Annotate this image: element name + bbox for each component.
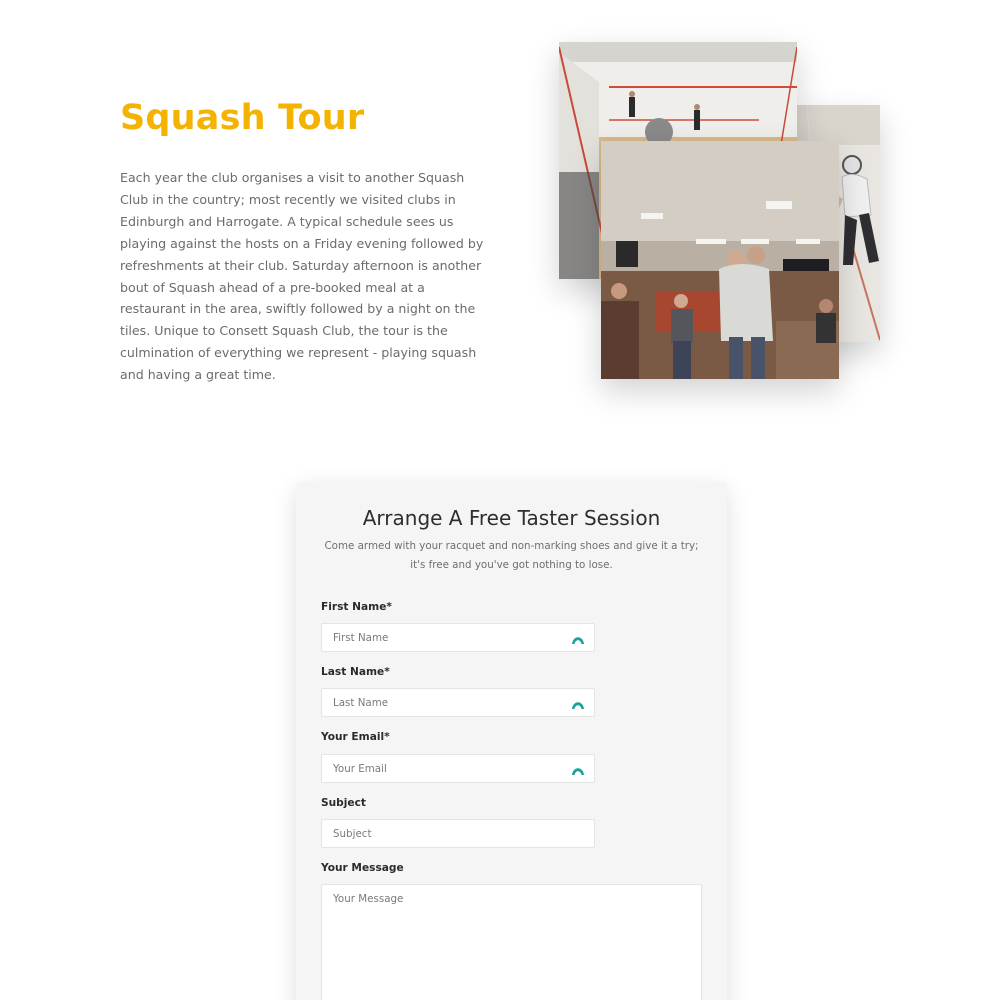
subject-input[interactable] xyxy=(322,820,594,847)
form-subtitle: Come armed with your racquet and non-marking shoes and give it a try; it's free and you've got nothing to lose. xyxy=(324,540,699,571)
subject-field-wrapper xyxy=(321,819,595,848)
tour-title: Squash Tour xyxy=(120,98,365,138)
email-input[interactable] xyxy=(322,755,594,782)
tour-description: Each year the club organises a visit to another Squash Club in the country; most recently we visited clubs in Edinburgh and Harrogate. A typical schedule sees us playing against the hosts on a Friday evening followed by refreshments at their club. Saturday afternoon is another bout of Squash ahead of a pre-booked meal at a restaurant in the area, swiftly followed by a night on the tiles. Unique to Consett Squash Club, the tour is the culmination of everything we represent - playing squash and having a great time. xyxy=(120,170,484,383)
last-name-field-wrapper xyxy=(321,688,595,717)
first-name-field-wrapper xyxy=(321,623,595,652)
last-name-label: Last Name* xyxy=(321,666,390,678)
message-textarea[interactable] xyxy=(322,885,701,1000)
first-name-input[interactable] xyxy=(322,624,594,651)
subject-label: Subject xyxy=(321,797,366,809)
message-label: Your Message xyxy=(321,862,404,874)
autofill-icon[interactable] xyxy=(571,631,585,645)
taster-session-form xyxy=(296,482,727,1000)
first-name-label: First Name* xyxy=(321,601,392,613)
message-field-wrapper xyxy=(321,884,702,1000)
autofill-icon[interactable] xyxy=(571,762,585,776)
last-name-input[interactable] xyxy=(322,689,594,716)
email-label: Your Email* xyxy=(321,731,390,743)
autofill-icon[interactable] xyxy=(571,696,585,710)
form-title: Arrange A Free Taster Session xyxy=(362,506,661,530)
photo-clubhouse-bar xyxy=(601,141,839,379)
email-field-wrapper xyxy=(321,754,595,783)
